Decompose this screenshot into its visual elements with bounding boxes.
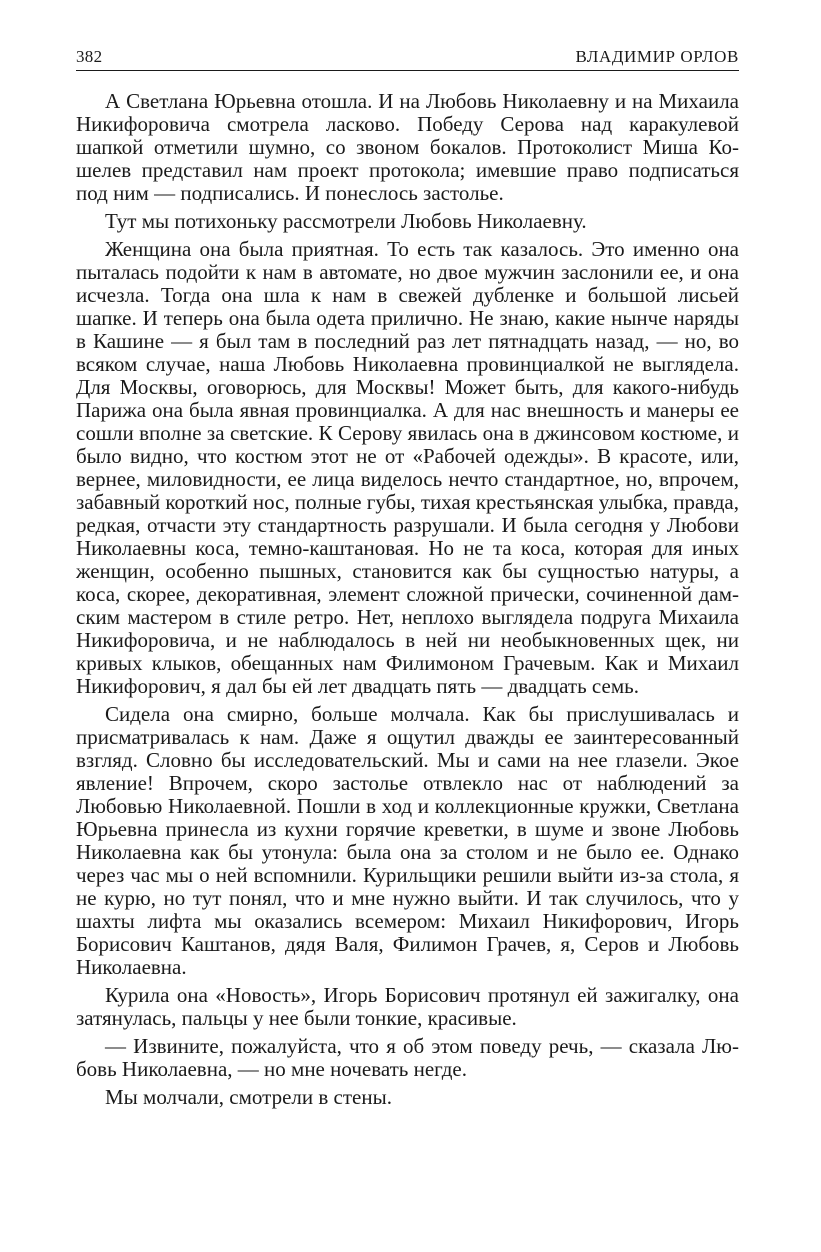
book-page (76, 46, 739, 1114)
text-body (76, 90, 739, 1109)
page-number: 382 (76, 47, 103, 66)
running-author: ВЛАДИМИР ОРЛОВ (575, 47, 739, 66)
running-header (76, 46, 739, 71)
paragraph: А Светлана Юрьевна отошла. И на Любовь Николаевну и на Михаила Никифоровича смотрела ласково. Победу Серова над каракулевой шапкой отметили шумно, со звоном бокалов. Протоколист Миша Кошелев представил нам проект протокола; имевшие право подписаться под ним — подписались. И понеслось застолье. (76, 89, 739, 205)
paragraph: Курила она «Новость», Игорь Борисович протянул ей зажигалку, она затянулась, пальцы у нее были тонкие, красивые. (76, 983, 739, 1030)
paragraph: Тут мы потихоньку рассмотрели Любовь Николаевну. (105, 209, 587, 233)
paragraph: — Извините, пожалуйста, что я об этом поведу речь, — сказала Любовь Николаевна, — но мне ночевать негде. (76, 1034, 739, 1081)
paragraph: Женщина она была приятная. То есть так казалось. Это именно она пыталась подойти к нам в автомате, но двое мужчин заслонили ее, и она исчезла. Тогда она шла к нам в свежей дубленке и большой лисьей шапке. И теперь она была одета прилично. Не знаю, какие нынче наряды в Кашине — я был там в последний раз лет пятнадцать назад, — но, во всяком случае, наша Любовь Николаевна провинциалкой не выглядела. Для Москвы, оговорюсь, для Москвы! Может быть, для какого-нибудь Парижа она была явная провинциалка. А для нас внешность и манеры ее сошли вполне за светские. К Серову явилась она в джинсовом костюме, и было видно, что костюм этот не от «Рабочей одежды». В красоте, или, вернее, миловидности, ее лица виделось нечто стандартное, но, впрочем, забавный короткий нос, полные губы, тихая крестьянская улыбка, правда, редкая, отчасти эту стандартность разрушали. И была сегодня у Любови Николаевны коса, темно-каштановая. Но не та коса, которая для иных женщин, особенно пышных, становится как бы сущностью натуры, а коса, скорее, декоративная, элемент сложной прически, сочиненной дамским мастером в стиле ретро. Нет, неплохо выглядела подруга Михаила Никифоровича, и не наблюдалось в ней ни необыкновенных щек, ни кривых клыков, обещанных нам Филимоном Грачевым. Как и Михаил Никифорович, я дал бы ей лет двадцать пять — двадцать семь. (76, 237, 739, 698)
paragraph: Мы молчали, смотрели в стены. (105, 1085, 392, 1109)
paragraph: Сидела она смирно, больше молчала. Как бы прислушивалась и присматривалась к нам. Даже я ощутил дважды ее заинтересованный взгляд. Словно бы исследовательский. Мы и сами на нее глазели. Экое явление! Впрочем, скоро застолье отвлекло нас от наблюдений за Любовью Николаевной. Пошли в ход и коллекционные кружки, Светлана Юрьевна принесла из кухни горячие креветки, в шуме и звоне Любовь Николаевна как бы утонула: была она за столом и не было ее. Однако через час мы о ней вспомнили. Курильщики решили выйти из-за стола, я не курю, но тут понял, что и мне нужно выйти. И так случилось, что у шахты лифта мы оказались всемером: Михаил Никифорович, Игорь Борисович Каштанов, дядя Валя, Филимон Грачев, я, Серов и Любовь Николаевна. (76, 702, 739, 979)
